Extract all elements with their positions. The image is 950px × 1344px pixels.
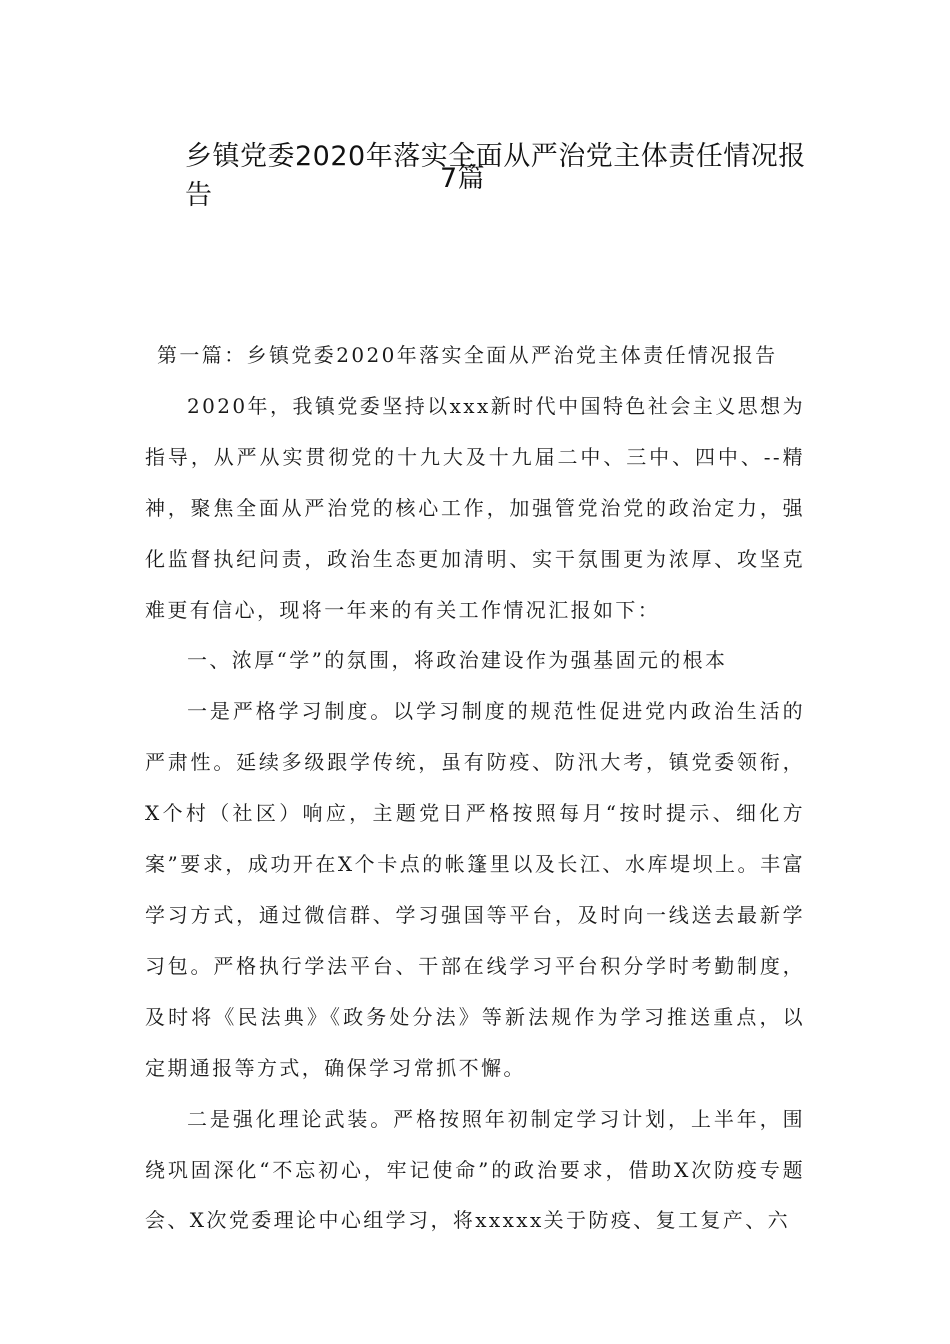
document-title-line-2: 7篇	[440, 163, 486, 194]
document-title-line-1: 乡镇党委2020年落实全面从严治党主体责任情况报告	[185, 141, 806, 211]
document-body	[145, 330, 805, 1246]
body-paragraph: 2020年，我镇党委坚持以xxx新时代中国特色社会主义思想为指导，从严从实贯彻党的十九大及十九届二中、三中、四中、--精神，聚焦全面从严治党的核心工作，加强管党治党的政治定力，强化监督执纪问责，政治生态更加清明、实干氛围更为浓厚、攻坚克难更有信心，现将一年来的有关工作情况汇报如下：	[145, 393, 805, 622]
body-paragraph: 一是严格学习制度。以学习制度的规范性促进党内政治生活的严肃性。延续多级跟学传统，虽有防疫、防汛大考，镇党委领衔，X个村（社区）响应，主题党日严格按照每月“按时提示、细化方案”要求，成功开在X个卡点的帐篷里以及长江、水库堤坝上。丰富学习方式，通过微信群、学习强国等平台，及时向一线送去最新学习包。严格执行学法平台、干部在线学习平台积分学时考勤制度，及时将《民法典》《政务处分法》等新法规作为学习推送重点，以定期通报等方式，确保学习常抓不懈。	[145, 699, 805, 1080]
body-paragraph: 二是强化理论武装。严格按照年初制定学习计划，上半年，围绕巩固深化“不忘初心，牢记使命”的政治要求，借助X次防疫专题会、X次党委理论中心组学习，将xxxxx关于防疫、复工复产、六	[145, 1106, 805, 1233]
section-heading: 一、浓厚“学”的氛围，将政治建设作为强基固元的根本	[187, 648, 728, 673]
chapter-heading: 第一篇：乡镇党委2020年落实全面从严治党主体责任情况报告	[157, 343, 778, 367]
